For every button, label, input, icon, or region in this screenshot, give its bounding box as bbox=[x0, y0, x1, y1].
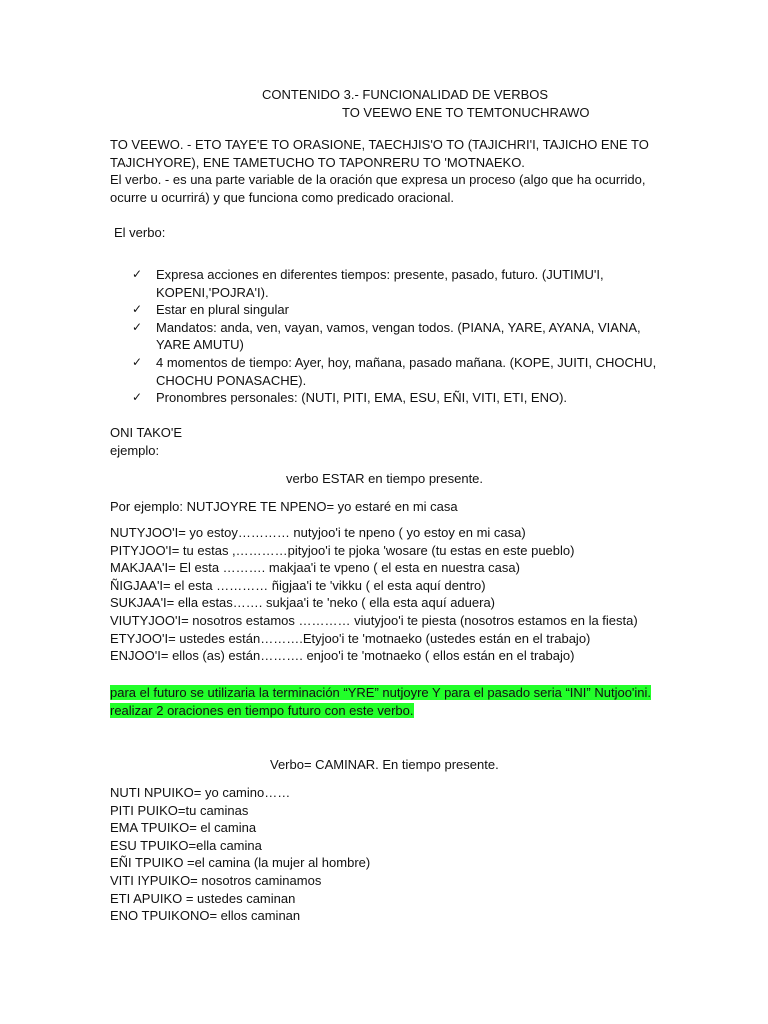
list-item: ESU TPUIKO=ella camina bbox=[110, 837, 262, 853]
highlight-line-2: realizar 2 oraciones en tiempo futuro con este verbo. bbox=[110, 702, 414, 718]
estar-conjugation-list bbox=[110, 524, 690, 665]
list-item: PITI PUIKO=tu caminas bbox=[110, 802, 249, 818]
caminar-conjugation-list bbox=[110, 784, 670, 925]
example-heading bbox=[110, 424, 670, 459]
verb-features-list bbox=[132, 266, 657, 407]
list-item: EMA TPUIKO= el camina bbox=[110, 820, 257, 836]
list-item: VIUTYJOO'I= nosotros estamos ………… viutyjoo'i te piesta (nosotros estamos en la fiesta) bbox=[110, 612, 638, 628]
list-item: NUTYJOO'I= yo estoy………… nutyjoo'i te npeno ( yo estoy en mi casa) bbox=[110, 525, 526, 540]
list-item: ✓ Mandatos: anda, ven, vayan, vamos, vengan todos. (PIANA, YARE, AYANA, VIANA, YARE AMUTU) bbox=[132, 319, 641, 353]
list-item: ✓ Pronombres personales: (NUTI, PITI, EMA, ESU, EÑI, VITI, ETI, ENO). bbox=[132, 390, 568, 406]
list-item: ✓ Estar en plural singular bbox=[132, 302, 289, 318]
title-line-1: CONTENIDO 3.- FUNCIONALIDAD DE VERBOS bbox=[262, 87, 549, 102]
intro-line: TO VEEWO. - ETO TAYE'E TO ORASIONE, TAECHJIS'O TO (TAJICHRI'I, TAJICHO ENE TO bbox=[110, 137, 649, 152]
intro-line: ocurre u ocurrirá) y que funciona como predicado oracional. bbox=[110, 189, 454, 205]
intro-paragraph bbox=[110, 136, 670, 206]
ejemplo-label: ejemplo: bbox=[110, 442, 160, 458]
list-item: SUKJAA'I= ella estas……. sukjaa'i te 'neko ( ella esta aquí aduera) bbox=[110, 595, 496, 611]
list-item: ENJOO'I= ellos (as) están………. enjoo'i te 'motnaeko ( ellos están en el trabajo) bbox=[110, 648, 575, 664]
list-item: ✓ 4 momentos de tiempo: Ayer, hoy, mañana, pasado mañana. (KOPE, JUITI, CHOCHU, CHOCHU PONASACHE). bbox=[132, 354, 657, 388]
verb-caminar-title: Verbo= CAMINAR. En tiempo presente. bbox=[270, 757, 499, 772]
verb-estar-title: verbo ESTAR en tiempo presente. bbox=[286, 471, 484, 486]
list-item: ETYJOO'I= ustedes están……….Etyjoo'i te 'motnaeko (ustedes están en el trabajo) bbox=[110, 630, 591, 646]
list-item: EÑI TPUIKO =el camina (la mujer al hombre) bbox=[110, 855, 371, 871]
oni-tako-label: ONI TAKO'E bbox=[110, 425, 183, 440]
el-verbo-label: El verbo: bbox=[114, 225, 166, 240]
list-item: NUTI NPUIKO= yo camino…… bbox=[110, 785, 291, 800]
checkmark-icon: ✓ bbox=[132, 390, 143, 405]
checkmark-icon: ✓ bbox=[132, 267, 143, 281]
list-item: MAKJAA'I= El esta ………. makjaa'i te vpeno ( el esta en nuestra casa) bbox=[110, 560, 520, 576]
por-ejemplo-line: Por ejemplo: NUTJOYRE TE NPENO= yo estaré en mi casa bbox=[110, 499, 458, 514]
intro-line: TAJICHYORE), ENE TAMETUCHO TO TAPONRERU TO 'MOTNAEKO. bbox=[110, 154, 525, 170]
checkmark-icon: ✓ bbox=[132, 319, 143, 334]
list-item: ENO TPUIKONO= ellos caminan bbox=[110, 908, 301, 924]
checkmark-icon: ✓ bbox=[132, 302, 143, 317]
title-line-2: TO VEEWO ENE TO TEMTONUCHRAWO bbox=[342, 105, 590, 120]
list-item: VITI IYPUIKO= nosotros caminamos bbox=[110, 872, 322, 888]
highlighted-note bbox=[110, 684, 710, 719]
list-item: ÑIGJAA'I= el esta ………… ñigjaa'i te 'vikku ( el esta aquí dentro) bbox=[110, 577, 486, 593]
checkmark-icon: ✓ bbox=[132, 354, 143, 369]
highlight-line-1: para el futuro se utilizaria la terminación “YRE” nutjoyre Y para el pasado seria “INI” Nutjoo'ini. bbox=[110, 685, 652, 700]
intro-line: El verbo. - es una parte variable de la oración que expresa un proceso (algo que ha ocurrido, bbox=[110, 172, 646, 188]
list-item: PITYJOO'I= tu estas ,…………pityjoo'i te pjoka 'wosare (tu estas en este pueblo) bbox=[110, 542, 575, 558]
list-item: ETI APUIKO = ustedes caminan bbox=[110, 890, 296, 906]
list-item: ✓ Expresa acciones en diferentes tiempos: presente, pasado, futuro. (JUTIMU'I, KOPENI,'POJRA'I). bbox=[132, 267, 604, 300]
